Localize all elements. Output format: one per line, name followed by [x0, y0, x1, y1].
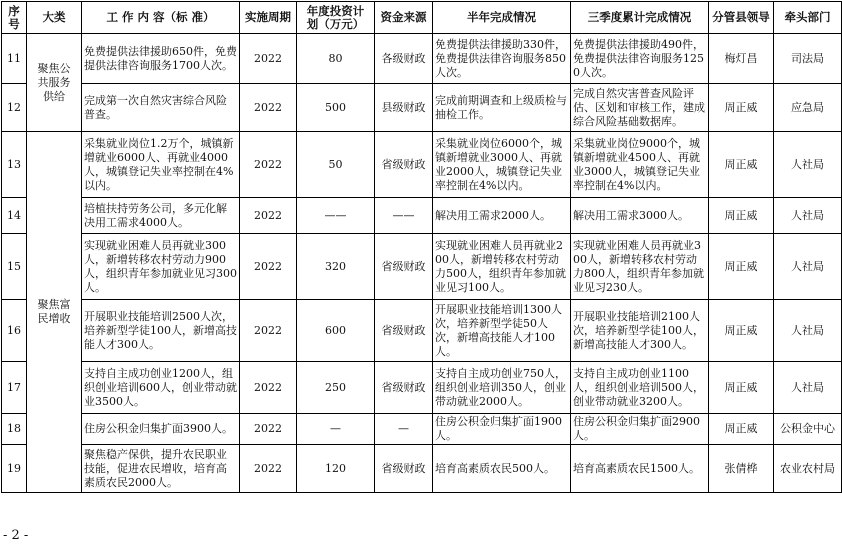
half-year-progress: 住房公积金归集扩面1900人。 — [433, 414, 571, 445]
q3-progress: 住房公积金归集扩面2900人。 — [571, 414, 709, 445]
fund-source: 省级财政 — [375, 300, 433, 362]
period: 2022 — [240, 414, 297, 445]
header-period: 实施周期 — [240, 2, 297, 34]
period: 2022 — [240, 234, 297, 300]
fund-source: 省级财政 — [375, 132, 433, 198]
investment-plan: 320 — [297, 234, 375, 300]
period: 2022 — [240, 84, 297, 132]
table-row — [2, 234, 842, 300]
county-leader: 周正威 — [709, 198, 774, 234]
lead-department: 人社局 — [774, 132, 842, 198]
header-category: 大类 — [27, 2, 82, 34]
header-fund: 资金来源 — [375, 2, 433, 34]
county-leader: 张倩桦 — [709, 445, 774, 493]
header-seq: 序号 — [2, 2, 27, 34]
half-year-progress: 解决用工需求2000人。 — [433, 198, 571, 234]
fund-source: 县级财政 — [375, 84, 433, 132]
lead-department: 农业农村局 — [774, 445, 842, 493]
table-row — [2, 362, 842, 414]
work-content: 聚焦稳产保供，提升农民职业技能，促进农民增收，培育高素质农民2000人。 — [82, 445, 240, 493]
header-leader: 分管县领导 — [709, 2, 774, 34]
table-row — [2, 132, 842, 198]
work-content: 培植扶持劳务公司，多元化解决用工需求4000人。 — [82, 198, 240, 234]
county-leader: 周正威 — [709, 300, 774, 362]
county-leader: 周正威 — [709, 414, 774, 445]
lead-department: 公积金中心 — [774, 414, 842, 445]
county-leader: 周正威 — [709, 132, 774, 198]
header-dept: 牵头部门 — [774, 2, 842, 34]
lead-department: 人社局 — [774, 234, 842, 300]
q3-progress: 完成自然灾害普查风险评估、区划和审核工作，建成综合风险基础数据库。 — [571, 84, 709, 132]
fund-source: — — [375, 414, 433, 445]
half-year-progress: 采集就业岗位6000个，城镇新增就业3000人、再就业2000人，城镇登记失业率控制在4%以内。 — [433, 132, 571, 198]
q3-progress: 实现就业困难人员再就业300人，新增转移农村劳动力800人，组织青年参加就业见习230人。 — [571, 234, 709, 300]
table-row — [2, 445, 842, 493]
fund-source: 各级财政 — [375, 34, 433, 84]
row-number: 13 — [2, 132, 27, 198]
period: 2022 — [240, 300, 297, 362]
page-number: - 2 - — [3, 528, 29, 543]
work-progress-table — [1, 1, 842, 493]
work-content: 开展职业技能培训2500人次，培养新型学徒100人，新增高技能人才300人。 — [82, 300, 240, 362]
half-year-progress: 培育高素质农民500人。 — [433, 445, 571, 493]
table-row — [2, 34, 842, 84]
row-number: 18 — [2, 414, 27, 445]
header-content: 工 作 内 容（标 准） — [82, 2, 240, 34]
period: 2022 — [240, 132, 297, 198]
lead-department: 人社局 — [774, 362, 842, 414]
q3-progress: 开展职业技能培训2100人次，培养新型学徒100人，新增高技能人才300人。 — [571, 300, 709, 362]
half-year-progress: 完成前期调查和上级质检与抽检工作。 — [433, 84, 571, 132]
header-row — [2, 2, 842, 34]
half-year-progress: 支持自主成功创业750人，组织创业培训350人，创业带动就业2000人。 — [433, 362, 571, 414]
row-number: 17 — [2, 362, 27, 414]
work-content: 支持自主成功创业1200人，组织创业培训600人，创业带动就业3500人。 — [82, 362, 240, 414]
table-row — [2, 300, 842, 362]
row-number: 14 — [2, 198, 27, 234]
category-cell: 聚焦公共服务供给 — [27, 34, 82, 132]
half-year-progress: 实现就业困难人员再就业200人，新增转移农村劳动力500人，组织青年参加就业见习100人。 — [433, 234, 571, 300]
investment-plan: 500 — [297, 84, 375, 132]
investment-plan: 250 — [297, 362, 375, 414]
investment-plan: 50 — [297, 132, 375, 198]
q3-progress: 采集就业岗位9000个，城镇新增就业4500人、再就业3000人，城镇登记失业率控制在4%以内。 — [571, 132, 709, 198]
county-leader: 周正威 — [709, 234, 774, 300]
row-number: 16 — [2, 300, 27, 362]
category-cell: 聚焦富民增收 — [27, 132, 82, 493]
row-number: 12 — [2, 84, 27, 132]
work-content: 免费提供法律援助650件，免费提供法律咨询服务1700人次。 — [82, 34, 240, 84]
fund-source: 省级财政 — [375, 362, 433, 414]
work-content: 住房公积金归集扩面3900人。 — [82, 414, 240, 445]
table-row — [2, 414, 842, 445]
table-row — [2, 198, 842, 234]
row-number: 19 — [2, 445, 27, 493]
work-content: 完成第一次自然灾害综合风险普查。 — [82, 84, 240, 132]
investment-plan: 600 — [297, 300, 375, 362]
fund-source: 省级财政 — [375, 445, 433, 493]
lead-department: 人社局 — [774, 198, 842, 234]
table-row — [2, 84, 842, 132]
investment-plan: —— — [297, 198, 375, 234]
period: 2022 — [240, 362, 297, 414]
header-half: 半年完成情况 — [433, 2, 571, 34]
row-number: 11 — [2, 34, 27, 84]
header-plan: 年度投资计划（万元） — [297, 2, 375, 34]
investment-plan: 120 — [297, 445, 375, 493]
lead-department: 应急局 — [774, 84, 842, 132]
work-content: 采集就业岗位1.2万个，城镇新增就业6000人、再就业4000人，城镇登记失业率控制在4%以内。 — [82, 132, 240, 198]
half-year-progress: 开展职业技能培训1300人次，培养新型学徒50人次，新增高技能人才100人。 — [433, 300, 571, 362]
period: 2022 — [240, 198, 297, 234]
investment-plan: 80 — [297, 34, 375, 84]
county-leader: 周正威 — [709, 84, 774, 132]
county-leader: 周正威 — [709, 362, 774, 414]
period: 2022 — [240, 34, 297, 84]
lead-department: 人社局 — [774, 300, 842, 362]
fund-source: 省级财政 — [375, 234, 433, 300]
q3-progress: 解决用工需求3000人。 — [571, 198, 709, 234]
header-q3: 三季度累计完成情况 — [571, 2, 709, 34]
period: 2022 — [240, 445, 297, 493]
work-content: 实现就业困难人员再就业300人，新增转移农村劳动力900人，组织青年参加就业见习300人。 — [82, 234, 240, 300]
row-number: 15 — [2, 234, 27, 300]
q3-progress: 培育高素质农民1500人。 — [571, 445, 709, 493]
half-year-progress: 免费提供法律援助330件，免费提供法律咨询服务850人次。 — [433, 34, 571, 84]
fund-source: —— — [375, 198, 433, 234]
county-leader: 梅灯昌 — [709, 34, 774, 84]
lead-department: 司法局 — [774, 34, 842, 84]
q3-progress: 免费提供法律援助490件，免费提供法律咨询服务1250人次。 — [571, 34, 709, 84]
q3-progress: 支持自主成功创业1100人，组织创业培训500人，创业带动就业3200人。 — [571, 362, 709, 414]
investment-plan: — — [297, 414, 375, 445]
